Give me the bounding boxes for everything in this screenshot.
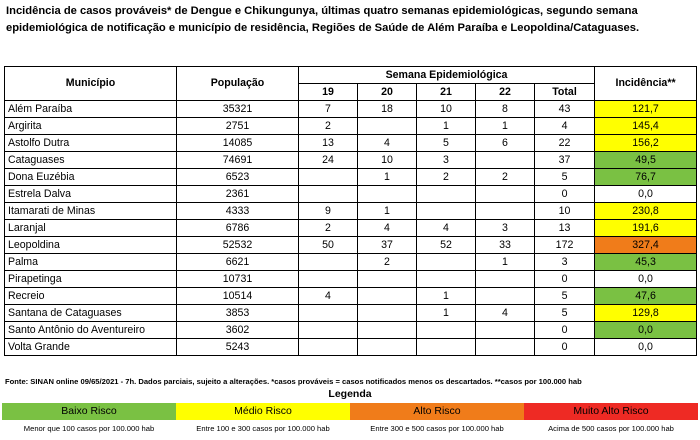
legend-item: Alto Risco [350, 403, 524, 420]
cell-w22: 8 [476, 101, 535, 118]
cell-municipio: Palma [5, 254, 177, 271]
cell-w21: 52 [417, 237, 476, 254]
table-row [5, 339, 697, 356]
cell-incidencia: 0,0 [595, 271, 697, 288]
cell-w20: 2 [358, 254, 417, 271]
header-week-20: 20 [358, 84, 417, 101]
legend-bar [2, 403, 698, 420]
legend-item: Muito Alto Risco [524, 403, 698, 420]
table-row [5, 271, 697, 288]
cell-w22: 2 [476, 169, 535, 186]
cell-w22 [476, 186, 535, 203]
legend-title: Legenda [328, 388, 372, 400]
legend-item-desc: Acima de 500 casos por 100.000 hab [548, 424, 674, 433]
cell-total: 5 [535, 305, 595, 322]
cell-incidencia: 156,2 [595, 135, 697, 152]
table-row [5, 288, 697, 305]
legend-item-desc: Entre 300 e 500 casos por 100.000 hab [370, 424, 504, 433]
cell-w21: 10 [417, 101, 476, 118]
cell-w20 [358, 118, 417, 135]
cell-w21 [417, 186, 476, 203]
cell-w21 [417, 203, 476, 220]
header-total: Total [535, 84, 595, 101]
cell-w20: 4 [358, 135, 417, 152]
cell-municipio: Santo Antônio do Aventureiro [5, 322, 177, 339]
cell-municipio: Leopoldina [5, 237, 177, 254]
legend-item: Baixo Risco [2, 403, 176, 420]
cell-w22: 1 [476, 118, 535, 135]
cell-w19 [299, 186, 358, 203]
header-incidencia: Incidência** [595, 67, 697, 101]
cell-w20: 10 [358, 152, 417, 169]
report-title: Incidência de casos prováveis* de Dengue e Chikungunya, últimas quatro semanas epidemiológicas, segundo semana epidemiológica de notificação e município de residência, Regiões de Saúde de Além Paraíba e Leopoldina/Cataguases. [6, 5, 640, 34]
cell-w22 [476, 288, 535, 305]
cell-total: 0 [535, 339, 595, 356]
cell-w19: 9 [299, 203, 358, 220]
cell-municipio: Recreio [5, 288, 177, 305]
header-row-1 [5, 67, 697, 84]
cell-w21: 4 [417, 220, 476, 237]
cell-populacao: 6786 [177, 220, 299, 237]
header-week-21: 21 [417, 84, 476, 101]
cell-incidencia: 129,8 [595, 305, 697, 322]
cell-w19: 2 [299, 220, 358, 237]
cell-w19: 2 [299, 118, 358, 135]
cell-w22: 6 [476, 135, 535, 152]
cell-w20 [358, 288, 417, 305]
cell-w22 [476, 203, 535, 220]
cell-w20: 1 [358, 203, 417, 220]
cell-w21: 2 [417, 169, 476, 186]
cell-total: 5 [535, 169, 595, 186]
header-week-22: 22 [476, 84, 535, 101]
table-row [5, 152, 697, 169]
cell-w20 [358, 339, 417, 356]
cell-municipio: Astolfo Dutra [5, 135, 177, 152]
cell-w21 [417, 322, 476, 339]
cell-populacao: 10514 [177, 288, 299, 305]
cell-incidencia: 76,7 [595, 169, 697, 186]
footnote: Fonte: SINAN online 09/65/2021 - 7h. Dados parciais, sujeito a alterações. *casos prováveis = casos notificados menos os descartados. **casos por 100.000 hab [5, 377, 582, 386]
cell-w19: 7 [299, 101, 358, 118]
cell-w19 [299, 254, 358, 271]
cell-w19 [299, 271, 358, 288]
cell-w21 [417, 339, 476, 356]
cell-incidencia: 0,0 [595, 339, 697, 356]
cell-populacao: 5243 [177, 339, 299, 356]
table-body [5, 101, 697, 356]
cell-total: 10 [535, 203, 595, 220]
cell-total: 5 [535, 288, 595, 305]
cell-w21: 5 [417, 135, 476, 152]
table-row [5, 305, 697, 322]
cell-populacao: 74691 [177, 152, 299, 169]
cell-populacao: 3853 [177, 305, 299, 322]
table-row [5, 254, 697, 271]
table-row [5, 118, 697, 135]
incidence-table [4, 66, 697, 356]
table-row [5, 135, 697, 152]
legend-item-desc: Menor que 100 casos por 100.000 hab [23, 424, 155, 433]
cell-populacao: 3602 [177, 322, 299, 339]
cell-incidencia: 47,6 [595, 288, 697, 305]
cell-w22: 33 [476, 237, 535, 254]
cell-municipio: Dona Euzébia [5, 169, 177, 186]
cell-w21 [417, 254, 476, 271]
cell-incidencia: 45,3 [595, 254, 697, 271]
cell-populacao: 4333 [177, 203, 299, 220]
cell-populacao: 14085 [177, 135, 299, 152]
cell-w19: 13 [299, 135, 358, 152]
cell-incidencia: 121,7 [595, 101, 697, 118]
cell-w21: 3 [417, 152, 476, 169]
cell-w19 [299, 322, 358, 339]
cell-municipio: Além Paraíba [5, 101, 177, 118]
cell-w19 [299, 169, 358, 186]
cell-w22 [476, 152, 535, 169]
cell-total: 37 [535, 152, 595, 169]
cell-incidencia: 49,5 [595, 152, 697, 169]
cell-populacao: 2751 [177, 118, 299, 135]
cell-w19 [299, 305, 358, 322]
header-municipio: Município [5, 67, 177, 101]
cell-w20 [358, 322, 417, 339]
cell-incidencia: 0,0 [595, 186, 697, 203]
cell-total: 0 [535, 322, 595, 339]
cell-incidencia: 230,8 [595, 203, 697, 220]
cell-municipio: Volta Grande [5, 339, 177, 356]
cell-populacao: 10731 [177, 271, 299, 288]
cell-w20: 18 [358, 101, 417, 118]
cell-total: 4 [535, 118, 595, 135]
cell-municipio: Argirita [5, 118, 177, 135]
cell-w21: 1 [417, 288, 476, 305]
cell-municipio: Estrela Dalva [5, 186, 177, 203]
table-row [5, 203, 697, 220]
cell-w22: 3 [476, 220, 535, 237]
cell-total: 13 [535, 220, 595, 237]
cell-w19: 4 [299, 288, 358, 305]
cell-municipio: Pirapetinga [5, 271, 177, 288]
cell-populacao: 6621 [177, 254, 299, 271]
legend-item: Médio Risco [176, 403, 350, 420]
cell-w22: 4 [476, 305, 535, 322]
cell-total: 43 [535, 101, 595, 118]
cell-w22 [476, 271, 535, 288]
cell-w20: 1 [358, 169, 417, 186]
cell-populacao: 6523 [177, 169, 299, 186]
cell-total: 0 [535, 186, 595, 203]
cell-populacao: 2361 [177, 186, 299, 203]
legend-item-desc: Entre 100 e 300 casos por 100.000 hab [196, 424, 330, 433]
cell-w20 [358, 305, 417, 322]
cell-municipio: Santana de Cataguases [5, 305, 177, 322]
header-week-19: 19 [299, 84, 358, 101]
cell-total: 172 [535, 237, 595, 254]
cell-w22 [476, 322, 535, 339]
cell-total: 22 [535, 135, 595, 152]
cell-w21: 1 [417, 118, 476, 135]
cell-incidencia: 0,0 [595, 322, 697, 339]
cell-w19: 50 [299, 237, 358, 254]
cell-w22 [476, 339, 535, 356]
header-populacao: População [177, 67, 299, 101]
table-row [5, 186, 697, 203]
legend-descriptions [2, 424, 698, 433]
cell-w20 [358, 271, 417, 288]
cell-incidencia: 145,4 [595, 118, 697, 135]
cell-total: 3 [535, 254, 595, 271]
cell-w20: 4 [358, 220, 417, 237]
cell-w21 [417, 271, 476, 288]
cell-municipio: Cataguases [5, 152, 177, 169]
table-row [5, 237, 697, 254]
cell-populacao: 35321 [177, 101, 299, 118]
cell-w21: 1 [417, 305, 476, 322]
cell-municipio: Itamarati de Minas [5, 203, 177, 220]
cell-w22: 1 [476, 254, 535, 271]
table-row [5, 322, 697, 339]
cell-w20 [358, 186, 417, 203]
table-row [5, 220, 697, 237]
table-row [5, 169, 697, 186]
cell-total: 0 [535, 271, 595, 288]
cell-incidencia: 191,6 [595, 220, 697, 237]
cell-populacao: 52532 [177, 237, 299, 254]
cell-municipio: Laranjal [5, 220, 177, 237]
cell-w19: 24 [299, 152, 358, 169]
cell-w19 [299, 339, 358, 356]
cell-incidencia: 327,4 [595, 237, 697, 254]
header-semana: Semana Epidemiológica [299, 67, 595, 84]
cell-w20: 37 [358, 237, 417, 254]
table-row [5, 101, 697, 118]
